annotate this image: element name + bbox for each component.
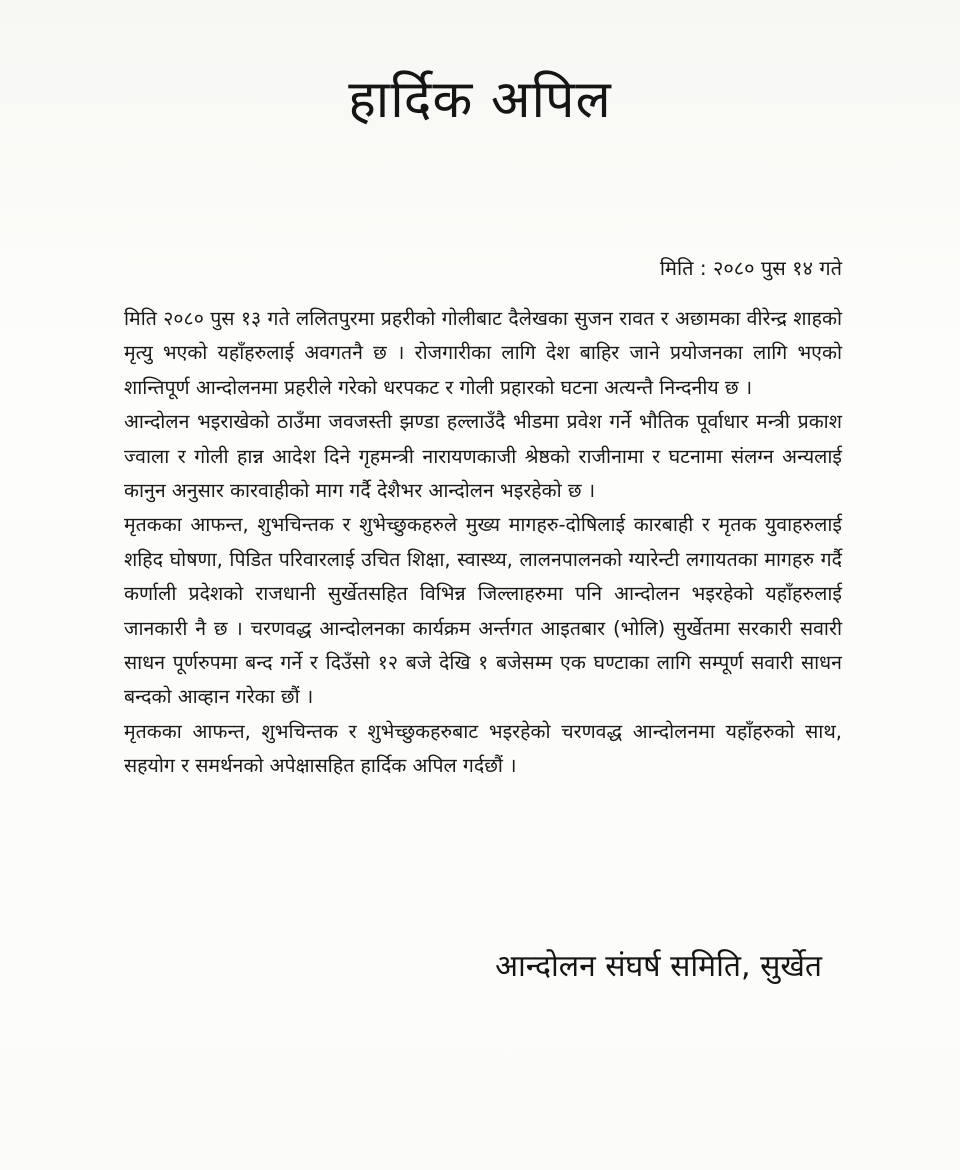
paragraph: मिति २०८० पुस १३ गते ललितपुरमा प्रहरीको गोलीबाट दैलेखका सुजन रावत र अछामका वीरेन्द्र शाहको मृत्यु भएको यहाँहरुलाई अवगतनै छ । रोजगारीका लागि देश बाहिर जाने प्रयोजनका लागि भएको शान्तिपूर्ण आन्दोलनमा प्रहरीले गरेको धरपकट र गोली प्रहारको घटना अत्यन्तै निन्दनीय छ । (124, 307, 842, 399)
signature-organization: आन्दोलन संघर्ष समिति, सुर्खेत (495, 949, 822, 984)
paragraph: आन्दोलन भइराखेको ठाउँमा जवजस्ती झण्डा हल्लाउँदै भीडमा प्रवेश गर्ने भौतिक पूर्वाधार मन्त्री प्रकाश ज्वाला र गोली हान्न आदेश दिने गृहमन्त्री नारायणकाजी श्रेष्ठको राजीनामा र घटनामा संलग्न अन्यलाई कानुन अनुसार कारवाहीको माग गर्दै देशैभर आन्दोलन भइरहेको छ । (124, 410, 842, 503)
date-line: मिति : २०८० पुस १४ गते (659, 256, 842, 280)
paragraph: मृतकका आफन्त, शुभचिन्तक र शुभेच्छुकहरुले मुख्य मागहरु-दोषिलाई कारबाही र मृतक युवाहरुलाई शहिद घोषणा, पिडित परिवारलाई उचित शिक्षा, स्वास्थ्य, लालनपालनको ग्यारेन्टी लगायतका मागहरु गर्दै कर्णाली प्रदेशको राजधानी सुर्खेतसहित विभिन्न जिल्लाहरुमा पनि आन्दोलन भइरहेको यहाँहरुलाई जानकारी नै छ । चरणवद्ध आन्दोलनका कार्यक्रम अर्न्तगत आइतबार (भोलि) सुर्खेतमा सरकारी सवारी साधन पूर्णरुपमा बन्द गर्ने र दिउँसो १२ बजे देखि १ बजेसम्म एक घण्टाका लागि सम्पूर्ण सवारी साधन बन्दको आव्हान गरेका छौं । (124, 513, 842, 709)
paragraph: मृतकका आफन्त, शुभचिन्तक र शुभेच्छुकहरुबाट भइरहेको चरणवद्ध आन्दोलनमा यहाँहरुको साथ, सहयोग र समर्थनको अपेक्षासहित हार्दिक अपिल गर्दछौं । (124, 719, 842, 778)
document-title: हार्दिक अपिल (348, 70, 612, 130)
appeal-body (124, 302, 842, 784)
